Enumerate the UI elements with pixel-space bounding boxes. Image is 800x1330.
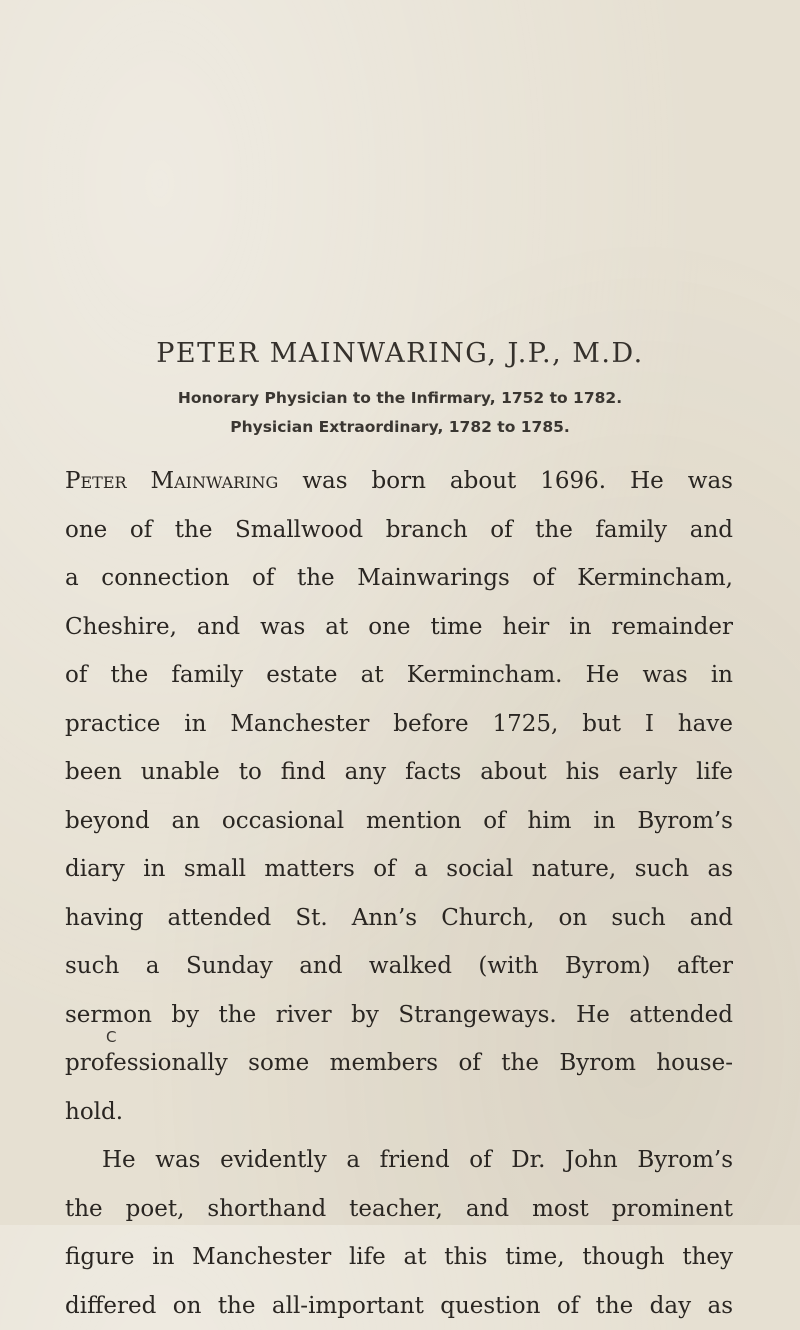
body-line: He was evidently a friend of Dr. John Byrom’s [65,1136,733,1185]
lead-name: Peter Mainwaring [65,468,278,494]
body-line: hold. [65,1088,733,1137]
body-line: of the family estate at Kermincham. He was in [65,651,733,700]
body-line: diary in small matters of a social nature, such as [65,845,733,894]
body-line: the poet, shorthand teacher, and most prominent [65,1185,733,1234]
body-line: having attended St. Ann’s Church, on such and [65,894,733,943]
body-line: sermon by the river by Strangeways. He attended [65,991,733,1040]
subtitle-honorary: Honorary Physician to the Infirmary, 1752 to 1782. [0,389,800,407]
body-line: a connection of the Mainwarings of Kermincham, [65,554,733,603]
body-text [65,457,733,1330]
body-line: figure in Manchester life at this time, though they [65,1233,733,1282]
body-line: one of the Smallwood branch of the family and [65,506,733,555]
body-line: such a Sunday and walked (with Byrom) after [65,942,733,991]
body-line: Peter Mainwaring was born about 1696. He was [65,457,733,506]
page-title: PETER MAINWARING, J.P., M.D. [0,338,800,369]
body-line: been unable to find any facts about his early life [65,748,733,797]
body-line: professionally some members of the Byrom house- [65,1039,733,1088]
signature-mark: C [106,1028,116,1046]
body-line: practice in Manchester before 1725, but I have [65,700,733,749]
subtitle-extraordinary: Physician Extraordinary, 1782 to 1785. [0,418,800,436]
body-line: differed on the all-important question of the day as [65,1282,733,1330]
body-line: beyond an occasional mention of him in Byrom’s [65,797,733,846]
body-line: Cheshire, and was at one time heir in remainder [65,603,733,652]
